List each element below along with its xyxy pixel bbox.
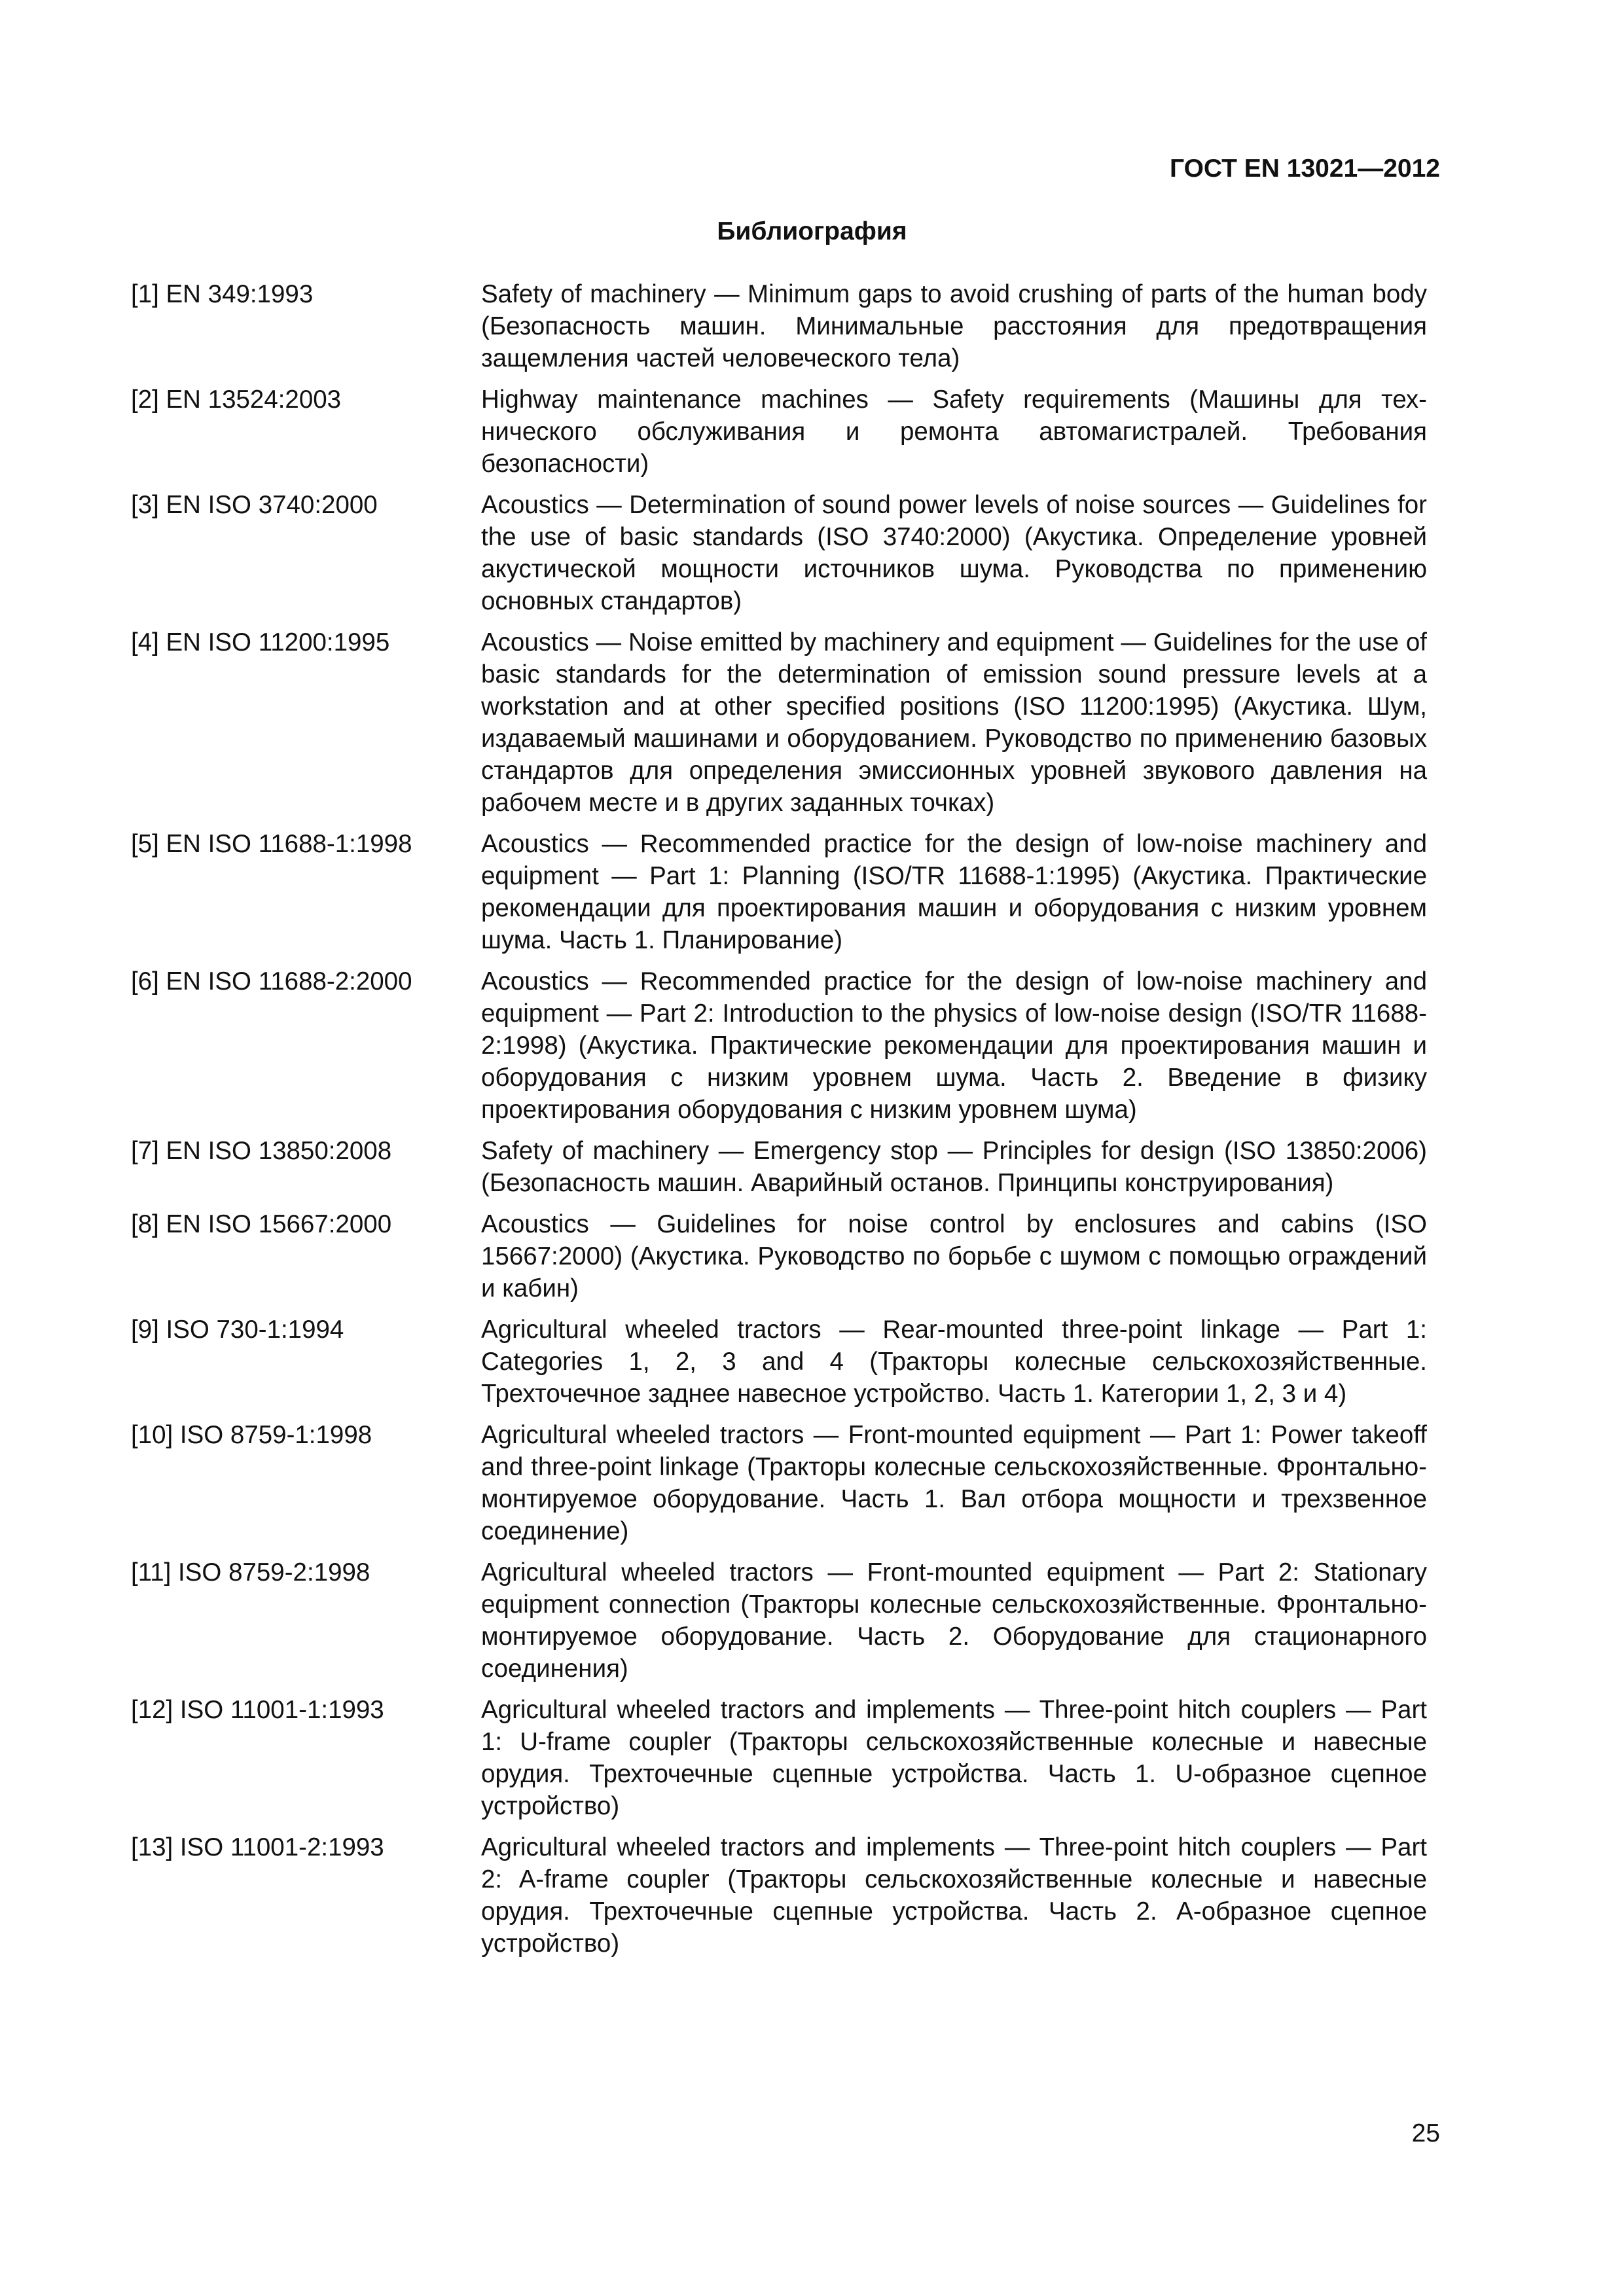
- entry-description: Safety of machinery — Minimum gaps to avoid crushing of parts of the human body (Безопасность машин. Минимальные расстояния для предотвращения защемления частей человеческого тела): [481, 280, 1427, 372]
- entry-description: Acoustics — Determination of sound power levels of noise sources — Guidelines for the use of basic standards (ISO 3740:2000) (Акустика. Определение уровней акустической мощности источников шума. Руководства по применению основных стандартов): [481, 491, 1427, 615]
- bibliography-entry: [131, 489, 1427, 617]
- bibliography-entry: [131, 384, 1427, 480]
- entry-reference: [13] ISO 11001-2:1993: [131, 1833, 384, 1861]
- bibliography-entry: [131, 1419, 1427, 1547]
- bibliography-entry: [131, 965, 1427, 1126]
- entry-description: Agricultural wheeled tractors — Rear-mounted three-point linkage — Part 1: Categories 1, 2, 3 and 4 (Тракторы колесные сельскохозяйственные. Трехточечное заднее навесное устройство. Часть 1. Категории 1, 2, 3 и 4): [481, 1316, 1427, 1408]
- bibliography-entry: [131, 626, 1427, 819]
- entry-reference: [12] ISO 11001-1:1993: [131, 1696, 384, 1724]
- entry-description: Agricultural wheeled tractors and implements — Three-point hitch couplers — Part 2: A-frame coupler (Тракторы сельскохозяйственные колесные и навесные орудия. Трехточечные сцепные устройства. Часть 2. A-образное сцепное устройство): [481, 1833, 1427, 1958]
- bibliography-entry: [131, 1831, 1427, 1960]
- entry-description: Acoustics — Noise emitted by machinery and equipment — Guidelines for the use of basic standards for the determination of emission sound pressure levels at a workstation and at other specified positions (ISO 11200:1995) (Акустика. Шум, издаваемый машинами и оборудованием. Руководство по применению базовых стандартов для определения эмиссионных уровней звукового давления на рабочем месте и в других заданных точках): [481, 628, 1427, 817]
- bibliography-entry: [131, 278, 1427, 374]
- bibliography-entry: [131, 1556, 1427, 1685]
- bibliography-entry: [131, 1314, 1427, 1410]
- entry-reference: [4] EN ISO 11200:1995: [131, 628, 390, 656]
- entry-reference: [8] EN ISO 15667:2000: [131, 1210, 392, 1238]
- entry-reference: [1] EN 349:1993: [131, 280, 314, 308]
- entry-reference: [10] ISO 8759-1:1998: [131, 1421, 372, 1449]
- entry-reference: [7] EN ISO 13850:2008: [131, 1137, 392, 1165]
- bibliography-title: Библиография: [717, 217, 907, 245]
- document-code: ГОСТ EN 13021—2012: [1169, 154, 1440, 183]
- entry-description: Acoustics — Recommended practice for the design of low-noise machinery and equipment — Part 1: Planning (ISO/TR 11688-1:1995) (Акустика. Практические рекомендации для проектирования машин и оборудования с низким уровнем шума. Часть 1. Планирование): [481, 830, 1427, 954]
- entry-description: Highway maintenance machines — Safety requirements (Машины для технического обслуживания и ремонта автомагистралей. Требования безопасности): [481, 386, 1427, 478]
- bibliography-entry: [131, 828, 1427, 956]
- entry-description: Safety of machinery — Emergency stop — Principles for design (ISO 13850:2006) (Безопасность машин. Аварийный останов. Принципы конструирования): [481, 1137, 1427, 1197]
- bibliography-list: [131, 278, 1427, 1969]
- entry-description: Agricultural wheeled tractors — Front-mounted equipment — Part 2: Stationary equipment connection (Тракторы колесные сельскохозяйственные. Фронтально-монтируемое оборудование. Часть 2. Оборудование для стационарного соединения): [481, 1558, 1427, 1683]
- bibliography-entry: [131, 1135, 1427, 1199]
- entry-reference: [3] EN ISO 3740:2000: [131, 491, 378, 519]
- entry-description: Acoustics — Recommended practice for the design of low-noise machinery and equipment — Part 2: Introduction to the physics of low-noise design (ISO/TR 11688-2:1998) (Акустика. Практические рекомендации для проектирования машин и оборудования с низким уровнем шума. Часть 2. Введение в физику проектирования оборудования с низким уровнем шума): [481, 967, 1427, 1124]
- entry-reference: [5] EN ISO 11688-1:1998: [131, 830, 412, 858]
- entry-reference: [9] ISO 730-1:1994: [131, 1316, 344, 1344]
- bibliography-entry: [131, 1208, 1427, 1304]
- entry-reference: [2] EN 13524:2003: [131, 386, 342, 414]
- entry-description: Agricultural wheeled tractors — Front-mounted equipment — Part 1: Power takeoff and three-point linkage (Тракторы колесные сельскохозяйственные. Фронтально-монтируемое оборудование. Часть 1. Вал отбора мощности и трехзвенное соединение): [481, 1421, 1427, 1545]
- entry-reference: [11] ISO 8759-2:1998: [131, 1558, 370, 1587]
- entry-description: Agricultural wheeled tractors and implements — Three-point hitch couplers — Part 1: U-frame coupler (Тракторы сельскохозяйственные колесные и навесные орудия. Трехточечные сцепные устройства. Часть 1. U-образное сцепное устройство): [481, 1696, 1427, 1820]
- bibliography-entry: [131, 1694, 1427, 1822]
- page-number: 25: [1411, 2119, 1440, 2147]
- entry-description: Acoustics — Guidelines for noise control by enclosures and cabins (ISO 15667:2000) (Акустика. Руководство по борьбе с шумом с помощью ограждений и кабин): [481, 1210, 1427, 1302]
- entry-reference: [6] EN ISO 11688-2:2000: [131, 967, 412, 996]
